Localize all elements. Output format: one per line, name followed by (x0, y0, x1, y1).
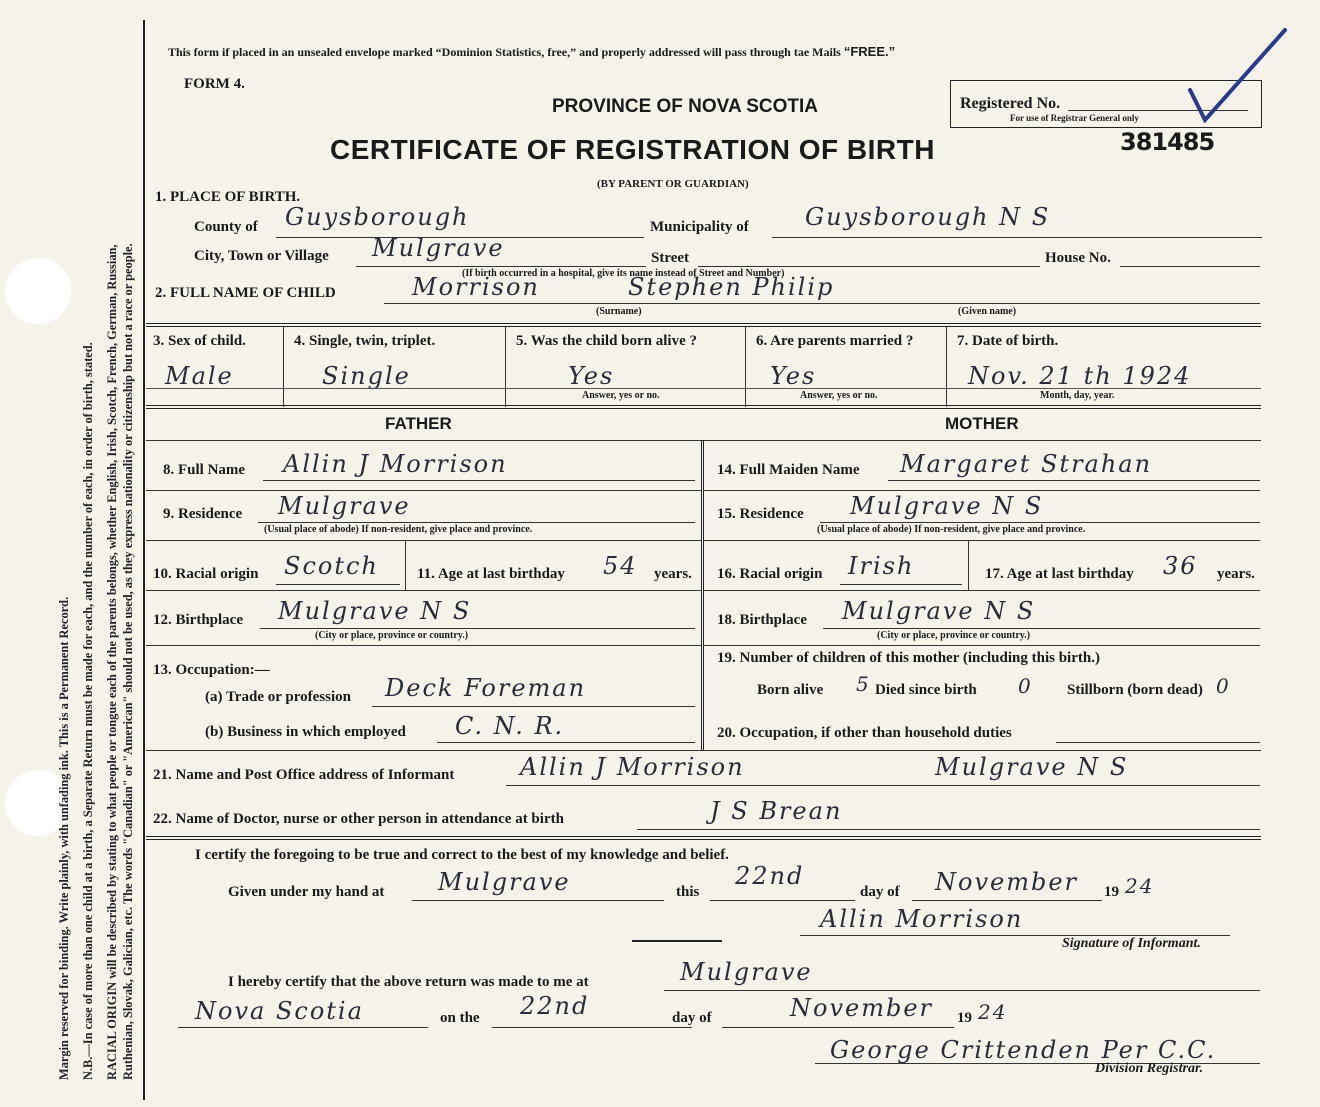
municipality-label: Municipality of (650, 219, 749, 235)
father-race: Scotch (284, 552, 379, 580)
row3-line (146, 388, 1261, 389)
mail-notice: This form if placed in an unsealed envelope marked “Dominion Statistics, free,” and properly addressed will pass through tae Mails “FREE.” (168, 44, 896, 59)
child-surname: Morrison (412, 273, 540, 301)
mother-residence-label: 15. Residence (717, 506, 804, 522)
trade-label: (a) Trade or profession (205, 689, 351, 705)
mother-occupation-label: 20. Occupation, if other than household duties (717, 725, 1012, 741)
trade-line (372, 706, 695, 707)
registrar-note: For use of Registrar General only (1010, 113, 1139, 123)
doctor-line (637, 829, 1260, 830)
mother-birthplace-line (823, 628, 1260, 629)
this-label: this (676, 884, 700, 900)
business-value: C. N. R. (455, 712, 565, 740)
father-row-sep-2 (146, 540, 701, 541)
mother-residence-line (820, 522, 1260, 523)
county-label: County of (194, 219, 258, 235)
mother-birthplace: Mulgrave N S (842, 597, 1036, 625)
mother-row-sep-2 (704, 540, 1260, 541)
born-alive-count: 5 (856, 672, 871, 696)
born-alive-label: 5. Was the child born alive ? (516, 333, 697, 349)
father-race-line (276, 584, 400, 585)
sex-value: Male (165, 362, 234, 390)
county-value: Guysborough (285, 203, 470, 231)
given-day-line (710, 900, 855, 901)
father-row-sep-1 (146, 490, 701, 491)
father-birthplace-label: 12. Birthplace (153, 612, 243, 628)
father-residence-label: 9. Residence (163, 506, 243, 522)
form-number: FORM 4. (184, 76, 245, 92)
father-birthplace-note: (City or place, province or country.) (315, 630, 469, 641)
children-count-label: 19. Number of children of this mother (including this birth.) (717, 650, 1100, 666)
mother-race-sep (968, 540, 969, 590)
given-under-label: Given under my hand at (228, 884, 385, 900)
mother-age-label: 17. Age at last birthday (985, 566, 1134, 582)
mother-race-label: 16. Racial origin (717, 566, 823, 582)
married-value: Yes (770, 362, 817, 390)
margin-note-racial-origin: RACIAL ORIGIN will be described by stating to what people or tongue each of the parents belongs, whether English, Irish, Scotch, French, German, Russian, (105, 244, 119, 1080)
mother-heading: MOTHER (945, 414, 1019, 433)
child-name-label: 2. FULL NAME OF CHILD (155, 285, 336, 301)
mother-birthplace-label: 18. Birthplace (717, 612, 807, 628)
mother-row-sep-3 (704, 590, 1260, 591)
dob-note: Month, day, year. (1040, 390, 1115, 401)
city-line (356, 266, 646, 267)
given-place: Mulgrave (438, 868, 571, 896)
registrar-day: 22nd (520, 992, 590, 1020)
father-abode-note: (Usual place of abode) If non-resident, give place and province. (264, 524, 533, 535)
divider-v-2 (505, 327, 506, 407)
father-residence: Mulgrave (278, 492, 411, 520)
father-name-label: 8. Full Name (163, 462, 246, 478)
mother-race-line (840, 584, 962, 585)
municipality-value: Guysborough N S (805, 203, 1051, 231)
street-label: Street (651, 250, 690, 266)
street-line (698, 266, 1040, 267)
given-day: 22nd (735, 862, 805, 890)
registrar-year-suffix: 24 (978, 1000, 1008, 1024)
registrar-province-line (178, 1027, 428, 1028)
mother-age: 36 (1163, 552, 1198, 580)
place-of-birth-label: 1. PLACE OF BIRTH. (155, 189, 301, 205)
doctor-name: J S Brean (710, 797, 843, 825)
dob-value: Nov. 21 th 1924 (968, 362, 1192, 390)
father-name: Allin J Morrison (283, 450, 508, 478)
father-race-sep (405, 540, 406, 590)
father-years: years. (654, 566, 692, 582)
father-heading: FATHER (385, 414, 452, 433)
father-race-label: 10. Racial origin (153, 566, 259, 582)
plurality-value: Single (322, 362, 411, 390)
father-birthplace: Mulgrave N S (278, 597, 472, 625)
registrar-day-of-label: day of (672, 1010, 712, 1026)
father-name-line (263, 480, 695, 481)
given-month: November (935, 868, 1079, 896)
center-rule (632, 940, 722, 942)
given-name-note: (Given name) (958, 306, 1017, 317)
mother-years: years. (1217, 566, 1255, 582)
registrar-year-prefix: 19 (957, 1010, 972, 1026)
mother-name: Margaret Strahan (900, 450, 1153, 478)
father-age: 54 (603, 552, 638, 580)
married-label: 6. Are parents married ? (756, 333, 914, 349)
surname-note: (Surname) (596, 306, 642, 317)
house-label: House No. (1045, 250, 1111, 266)
mother-name-label: 14. Full Maiden Name (717, 462, 860, 478)
father-row-sep-4 (146, 645, 701, 646)
father-age-label: 11. Age at last birthday (417, 566, 565, 582)
mother-row-sep-4 (704, 645, 1260, 646)
died-label: Died since birth (875, 682, 977, 698)
mother-race: Irish (848, 552, 915, 580)
house-line (1120, 266, 1260, 267)
child-given-name: Stephen Philip (628, 273, 835, 301)
plurality-label: 4. Single, twin, triplet. (294, 333, 436, 349)
divider-v-4 (946, 327, 947, 407)
informant-label: 21. Name and Post Office address of Informant (153, 767, 455, 783)
registrar-place: Mulgrave (680, 958, 813, 986)
binding-hole-top (5, 258, 71, 324)
father-birthplace-line (260, 628, 695, 629)
born-alive-value: Yes (568, 362, 615, 390)
informant-signature-label: Signature of Informant. (1062, 936, 1201, 951)
given-day-of-label: day of (860, 884, 900, 900)
registrar-signature-label: Division Registrar. (1095, 1061, 1204, 1076)
province-heading: PROVINCE OF NOVA SCOTIA (552, 96, 819, 117)
hospital-note: (If birth occurred in a hospital, give its name instead of Street and Number) (462, 268, 785, 279)
margin-note-multiple-births: N.B.—In case of more than one child at a birth, a Separate Return must be made for each, and the number of each, in order of birth, stated. (81, 342, 95, 1080)
registered-label: Registered No. (960, 95, 1061, 112)
registrar-month-line (722, 1027, 954, 1028)
given-place-line (412, 900, 664, 901)
subtitle: (BY PARENT OR GUARDIAN) (597, 178, 749, 190)
margin-note-binding: Margin reserved for binding. Write plainly, with unfading ink. This is a Permanent Record. (57, 596, 71, 1080)
mother-occupation-line (1056, 742, 1260, 743)
doctor-label: 22. Name of Doctor, nurse or other person in attendance at birth (153, 811, 564, 827)
registrar-month: November (790, 994, 934, 1022)
born-alive-count-label: Born alive (757, 682, 824, 698)
registrar-province: Nova Scotia (195, 997, 364, 1025)
given-year-suffix: 24 (1125, 874, 1155, 898)
informant-address: Mulgrave N S (935, 753, 1129, 781)
trade-value: Deck Foreman (385, 674, 587, 702)
mother-birthplace-note: (City or place, province or country.) (877, 630, 1031, 641)
page-title: CERTIFICATE OF REGISTRATION OF BIRTH (330, 134, 935, 165)
business-line (437, 742, 695, 743)
died-count: 0 (1018, 674, 1033, 698)
divider-3 (146, 836, 1261, 840)
parents-bottom-line (146, 750, 1261, 751)
divider-v-1 (283, 327, 284, 407)
registrar-day-line (492, 1027, 692, 1028)
city-label: City, Town or Village (194, 248, 329, 264)
margin-note-nationality: Ruthenian, Slovak, Galician, etc. The words "Canadian" or "American" should not be used, as they express nationality or citizenship but not a race or people. (121, 243, 135, 1080)
alive-note: Answer, yes or no. (582, 390, 660, 401)
divider-1 (146, 323, 1261, 327)
mother-row-sep-1 (704, 490, 1260, 491)
stillborn-count: 0 (1216, 674, 1231, 698)
given-month-line (912, 900, 1102, 901)
mother-name-line (888, 480, 1260, 481)
child-name-line (384, 303, 1260, 304)
registrar-statement: I hereby certify that the above return was made to me at (228, 974, 589, 990)
municipality-line (772, 237, 1262, 238)
checkmark-icon (1170, 20, 1300, 140)
father-row-sep-3 (146, 590, 701, 591)
city-value: Mulgrave (372, 234, 505, 262)
married-note: Answer, yes or no. (800, 390, 878, 401)
certify-statement: I certify the foregoing to be true and correct to the best of my knowledge and belief. (195, 847, 729, 863)
divider-v-3 (745, 327, 746, 407)
registrar-on-label: on the (440, 1010, 480, 1026)
stillborn-label: Stillborn (born dead) (1067, 682, 1203, 698)
informant-signature: Allin Morrison (820, 905, 1024, 933)
divider-2 (146, 405, 1261, 409)
mother-abode-note: (Usual place of abode) If non-resident, give place and province. (817, 524, 1086, 535)
informant-name: Allin J Morrison (520, 753, 745, 781)
dob-label: 7. Date of birth. (957, 333, 1059, 349)
registered-number: 381485 (1120, 128, 1215, 156)
occupation-label: 13. Occupation:— (153, 662, 270, 678)
form-left-border (143, 20, 145, 1100)
registrar-place-line (664, 990, 1260, 991)
parent-divider (701, 440, 704, 750)
informant-line (506, 785, 1260, 786)
given-year-prefix: 19 (1104, 884, 1119, 900)
mother-residence: Mulgrave N S (850, 492, 1044, 520)
father-residence-line (258, 522, 695, 523)
sex-label: 3. Sex of child. (153, 333, 246, 349)
registrar-signature: George Crittenden Per C.C. (830, 1036, 1217, 1064)
business-label: (b) Business in which employed (205, 724, 406, 740)
